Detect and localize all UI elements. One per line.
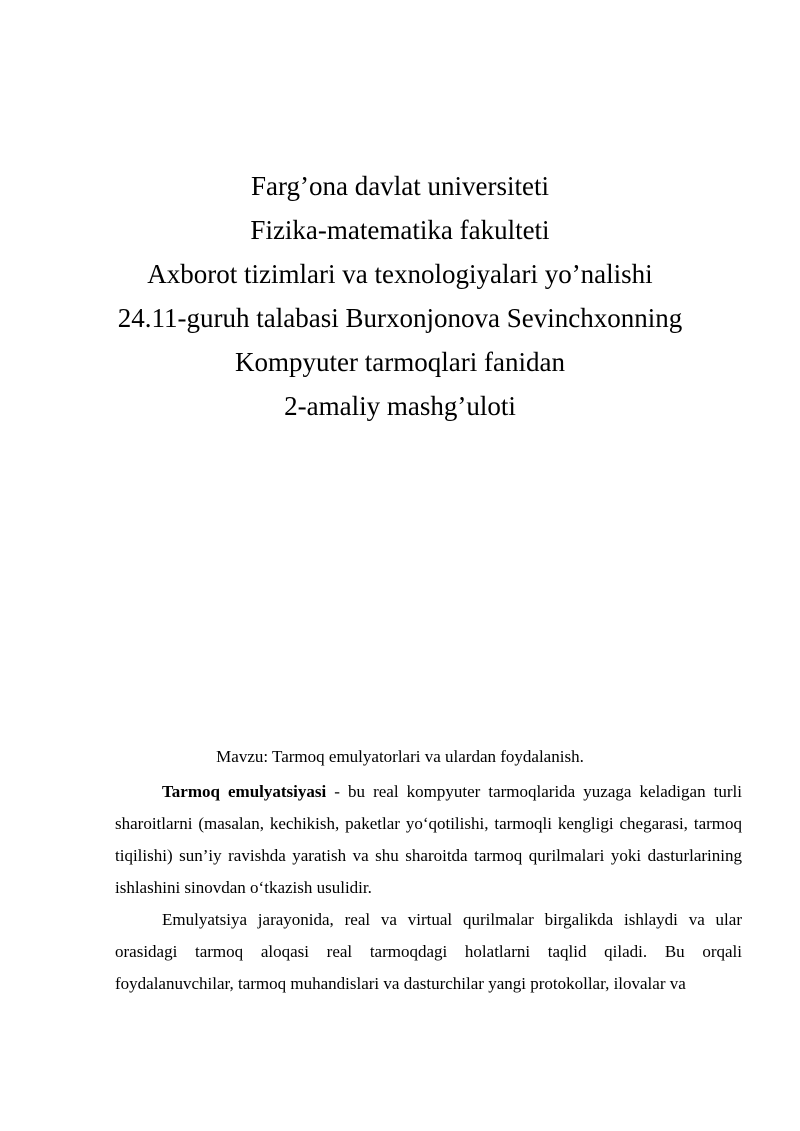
paragraph-1-text: - bu real kompyuter tarmoqlarida yuzaga keladigan turli sharoitlarni (masalan, kechikish, paketlar yo‘qotilishi, tarmoqli kengligi chegarasi, tarmoq tiqilishi) sun’iy ravishda yaratish va shu sharoitda tarmoq qurilmalari yoki dasturlarining ishlashini sinovdan o‘tkazish usulidir. — [115, 782, 742, 897]
body-text — [115, 776, 742, 1000]
university-name: Farg’ona davlat universiteti — [251, 171, 549, 201]
assignment-line: 2-amaliy mashg’uloti — [284, 391, 516, 421]
department-name: Axborot tizimlari va texnologiyalari yo’nalishi — [147, 259, 653, 289]
term-bold: Tarmoq emulyatsiyasi — [162, 782, 327, 801]
paragraph-1 — [115, 776, 742, 904]
title-block — [0, 164, 800, 428]
student-line: 24.11-guruh talabasi Burxonjonova Sevinchxonning — [117, 303, 683, 333]
topic-heading: Mavzu: Tarmoq emulyatorlari va ulardan foydalanish. — [216, 747, 584, 766]
faculty-name: Fizika-matematika fakulteti — [250, 215, 550, 245]
paragraph-2: Emulyatsiya jarayonida, real va virtual qurilmalar birgalikda ishlaydi va ular orasidagi tarmoq aloqasi real tarmoqdagi holatlarni taqlid qiladi. Bu orqali foydalanuvchilar, tarmoq muhandislari va dasturchilar yangi protokollar, ilovalar va — [115, 910, 742, 993]
subject-line: Kompyuter tarmoqlari fanidan — [235, 347, 565, 377]
